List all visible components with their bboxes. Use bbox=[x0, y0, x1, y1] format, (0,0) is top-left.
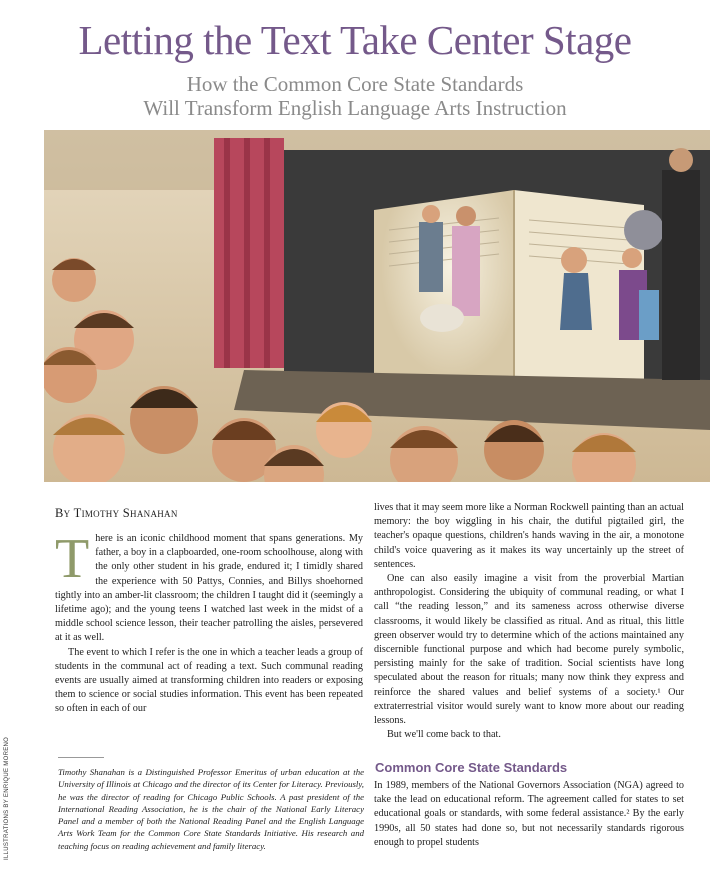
drop-cap: T bbox=[55, 528, 90, 590]
subtitle-line-1: How the Common Core State Standards bbox=[186, 72, 524, 96]
bio-divider bbox=[58, 757, 104, 758]
article-title: Letting the Text Take Center Stage bbox=[78, 17, 632, 63]
paragraph-4: One can also easily imagine a visit from the proverbial Martian anthropologist. Considering the ubiquity of communal reading, or what I call “the reading lesson,” and its sameness across otherwise diverse classrooms, it would likely be classified as ritual. And as ritual, this little green observer would try to determine which of the actions maintained any discernible functional purpose and which had become purely symbolic, persisting mainly for the sake of tradition. Social scientists have long speculated about the reason for rituals; many now think they express and reinforce the shared values and belief systems of a society.¹ Our extraterrestrial visitor would surely want to know more about our reading lessons. bbox=[374, 573, 684, 727]
byline: By Timothy Shanahan bbox=[55, 506, 178, 520]
paragraph-2: The event to which I refer is the one in which a teacher leads a group of students in the communal act of reading a text. Such communal reading events are usually aimed at transforming children into readers or exposing them to science or social studies information. This event has been repeated so often in each of our bbox=[55, 646, 363, 715]
paragraph-1 bbox=[55, 528, 363, 646]
illustration-art bbox=[44, 130, 710, 482]
author-bio: Timothy Shanahan is a Distinguished Professor Emeritus of urban education at the University of Illinois at Chicago and the director of its Center for Literacy. Previously, he was the director of reading for Chicago Public Schools. A past president of the International Reading Association, he is the chair of the National Early Literacy Panel and a member of both the National Reading Panel and the English Language Arts Work Team for the Common Core State Standards Initiative. His research and teaching focus on reading achievement and family literacy. bbox=[58, 767, 364, 851]
section-heading: Common Core State Standards bbox=[375, 760, 568, 775]
classroom-illustration bbox=[44, 130, 710, 482]
paragraph-1-text: here is an iconic childhood moment that spans generations. My father, a boy in a clapboarded, one-room schoolhouse, along with the only other student in his grade, endured it; I timidly shared the experience with 50 Pattys, Connies, and Billys shoehorned tightly into an amber-lit classroom; the children I taught did it (seemingly a lifetime ago); and the young teens I watched last week in the midst of a middle school science lesson, their teacher patrolling the aisles, persevered at it as well. bbox=[55, 533, 363, 644]
article-column-right bbox=[374, 501, 684, 742]
article-column-right-lower bbox=[374, 779, 684, 850]
paragraph-5: But we'll come back to that. bbox=[387, 729, 501, 741]
article-subtitle bbox=[0, 72, 710, 120]
subtitle-line-2: Will Transform English Language Arts Instruction bbox=[143, 96, 567, 120]
illustration-credit: ILLUSTRATIONS BY ENRIQUE MORENO bbox=[4, 736, 10, 860]
paragraph-6: In 1989, members of the National Governors Association (NGA) agreed to take the lead on educational reform. The agreement called for states to set educational goals or standards, with some federal assistance.² By the early 1990s, all 50 states had done so, but not necessarily standards rigorous enough to propel students bbox=[374, 780, 684, 848]
paragraph-3: lives that it may seem more like a Norman Rockwell painting than an actual memory: the boy wiggling in his chair, the dutiful pigtailed girl, the teacher's opaque questions, children's hands waving in the air, a monotone child's voice quavering as it makes its way uncertainly up the street of sentences. bbox=[374, 502, 684, 570]
article-column-left bbox=[55, 528, 363, 717]
